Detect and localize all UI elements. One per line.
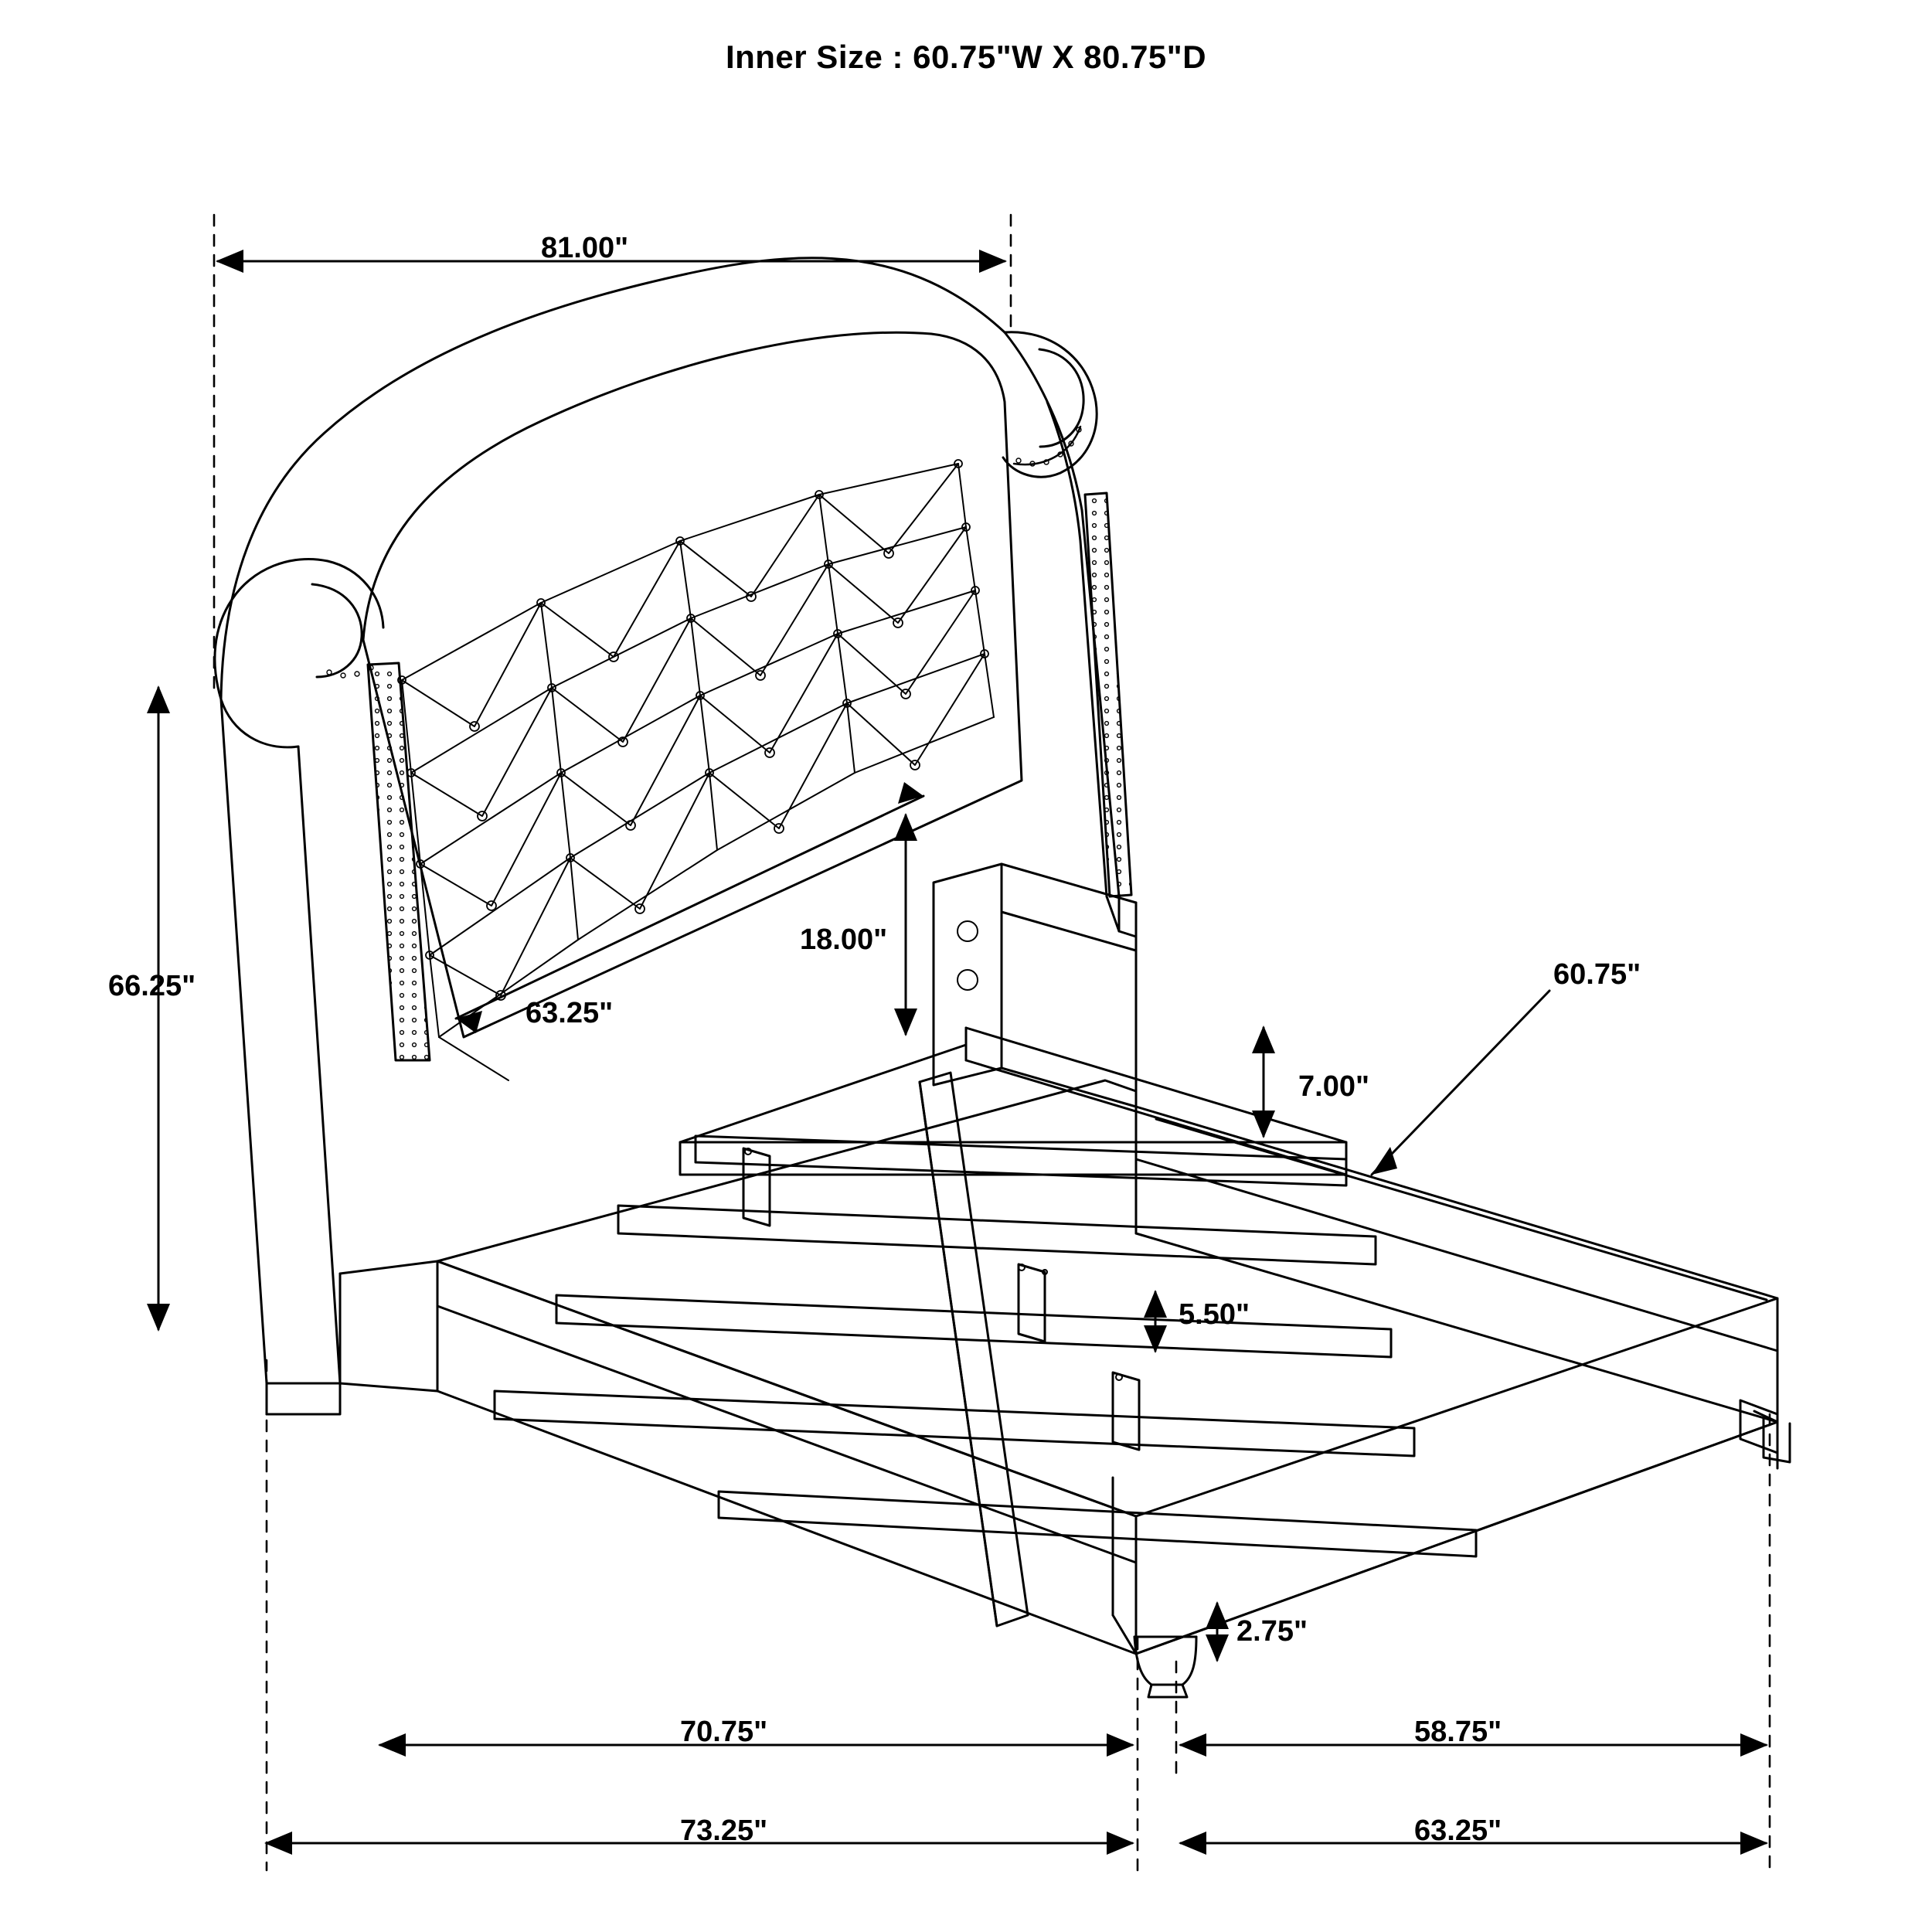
page-title: Inner Size : 60.75"W X 80.75"D — [725, 39, 1207, 75]
dimension-label-overall-height: 66.25" — [108, 970, 196, 1002]
dimension-label-depth-front-left: 70.75" — [680, 1716, 768, 1748]
dimension-label-rail-height: 7.00" — [1298, 1070, 1369, 1103]
dimension-label-leg-height: 2.75" — [1236, 1615, 1308, 1648]
dimension-label-headboard-drop: 18.00" — [800, 923, 888, 956]
dimension-label-headboard-panel-width: 63.25" — [526, 997, 614, 1029]
dimension-label-slat-clearance: 5.50" — [1179, 1298, 1250, 1331]
dimension-label-depth-total-left: 73.25" — [680, 1815, 768, 1847]
dimension-label-depth-front-right: 58.75" — [1414, 1716, 1502, 1748]
dimension-label-overall-width: 81.00" — [541, 232, 629, 264]
dimension-label-depth-total-right: 63.25" — [1414, 1815, 1502, 1847]
dimension-label-center-support-width: 60.75" — [1553, 958, 1641, 991]
